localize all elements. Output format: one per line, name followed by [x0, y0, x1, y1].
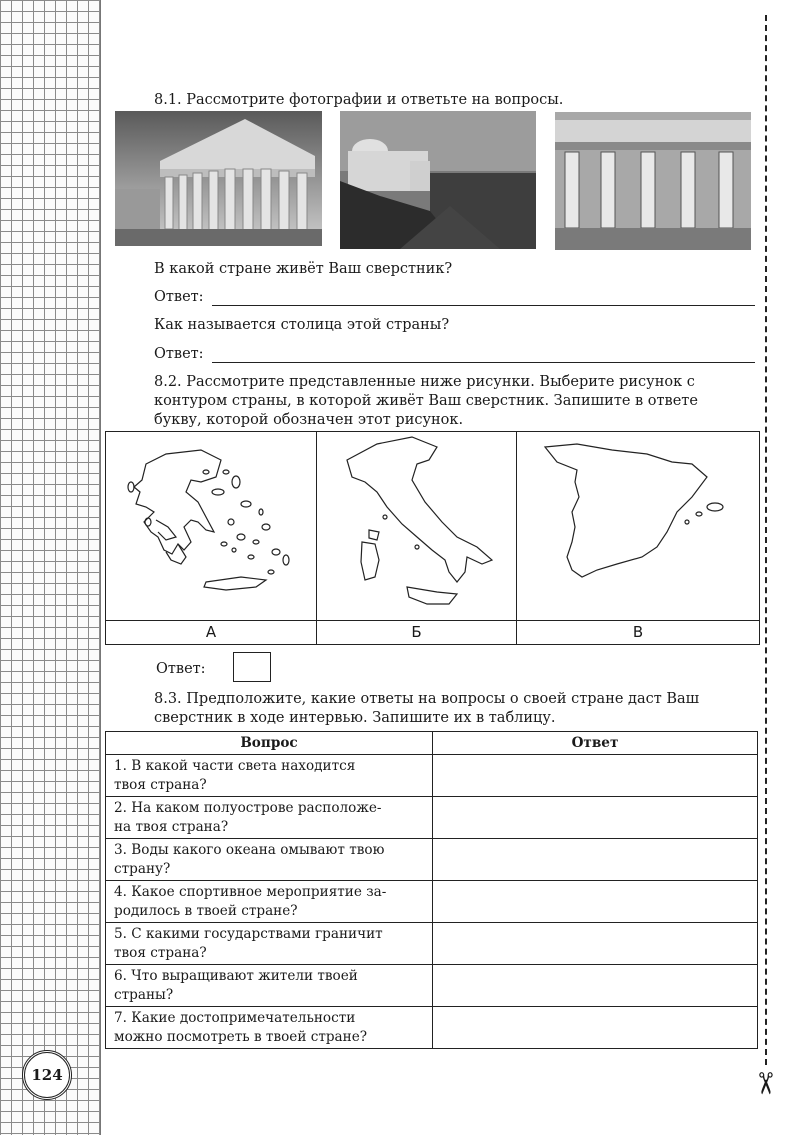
question-cell [106, 1007, 433, 1049]
task-8-2-line-3: букву, которой обозначен этот рисунок. [154, 412, 464, 428]
table-row [106, 1007, 758, 1049]
question-line-1: 4. Какое спортивное мероприятие за- [114, 883, 387, 900]
task-8-1-question-2: Как называется столица этой страны? [154, 317, 450, 333]
table-row [106, 965, 758, 1007]
question-line-2: твоя страна? [114, 776, 207, 793]
task-8-1-heading: 8.1. Рассмотрите фотографии и ответьте на вопросы. [154, 92, 564, 108]
question-line-1: 7. Какие достопримечательности [114, 1009, 356, 1026]
question-line-1: 3. Воды какого океана омывают твою [114, 841, 385, 858]
answer-cell[interactable] [433, 923, 758, 965]
scissors-icon: ✂ [747, 1070, 783, 1097]
question-line-2: можно посмотреть в твоей стране? [114, 1028, 368, 1045]
page-number: 124 [22, 1050, 72, 1100]
answer-label-1: Ответ: [154, 289, 204, 305]
map-label-a: А [106, 620, 317, 644]
task-8-2-line-1: 8.2. Рассмотрите представленные ниже рисунки. Выберите рисунок с [154, 374, 695, 390]
photo-church [340, 111, 536, 249]
question-cell [106, 881, 433, 923]
question-line-2: твоя страна? [114, 944, 207, 961]
question-cell [106, 839, 433, 881]
header-question: Вопрос [106, 732, 433, 755]
question-line-2: страну? [114, 860, 171, 877]
map-table [105, 431, 760, 645]
answer-cell[interactable] [433, 965, 758, 1007]
question-cell [106, 755, 433, 797]
table-row [106, 755, 758, 797]
table-row [106, 923, 758, 965]
photo-caryatids [555, 112, 751, 250]
answer-label-8-2: Ответ: [156, 661, 206, 677]
question-line-2: на твоя страна? [114, 818, 229, 835]
table-row [106, 881, 758, 923]
grid-margin [0, 0, 101, 1135]
answer-box-8-2[interactable] [233, 652, 271, 682]
answer-cell[interactable] [433, 881, 758, 923]
question-line-1: 1. В какой части света находится [114, 757, 356, 774]
answer-label-2: Ответ: [154, 346, 204, 362]
map-italy [317, 432, 517, 620]
answer-line-2[interactable] [212, 362, 755, 363]
header-answer: Ответ [433, 732, 758, 755]
task-8-3-line-1: 8.3. Предположите, какие ответы на вопросы о своей стране даст Ваш [154, 691, 700, 707]
task-8-1-question-1: В какой стране живёт Ваш сверстник? [154, 261, 453, 277]
map-spain [517, 432, 759, 620]
task-8-3-line-2: сверстник в ходе интервью. Запишите их в таблицу. [154, 710, 556, 726]
answer-cell[interactable] [433, 797, 758, 839]
map-label-b: Б [317, 620, 517, 644]
question-line-2: страны? [114, 986, 174, 1003]
question-line-2: родилось в твоей стране? [114, 902, 298, 919]
answer-line-1[interactable] [212, 305, 755, 306]
map-greece [106, 432, 317, 620]
question-cell [106, 965, 433, 1007]
answer-cell[interactable] [433, 755, 758, 797]
answer-cell[interactable] [433, 839, 758, 881]
question-cell [106, 797, 433, 839]
map-label-v: В [517, 620, 759, 644]
question-cell [106, 923, 433, 965]
answer-cell[interactable] [433, 1007, 758, 1049]
question-line-1: 2. На каком полуострове расположе- [114, 799, 382, 816]
question-line-1: 6. Что выращивают жители твоей [114, 967, 358, 984]
photo-parthenon [115, 111, 322, 246]
table-row [106, 839, 758, 881]
cut-line [765, 15, 767, 1065]
interview-table [105, 731, 758, 1049]
task-8-2-line-2: контуром страны, в которой живёт Ваш сверстник. Запишите в ответе [154, 393, 698, 409]
table-row [106, 797, 758, 839]
question-line-1: 5. С какими государствами граничит [114, 925, 383, 942]
